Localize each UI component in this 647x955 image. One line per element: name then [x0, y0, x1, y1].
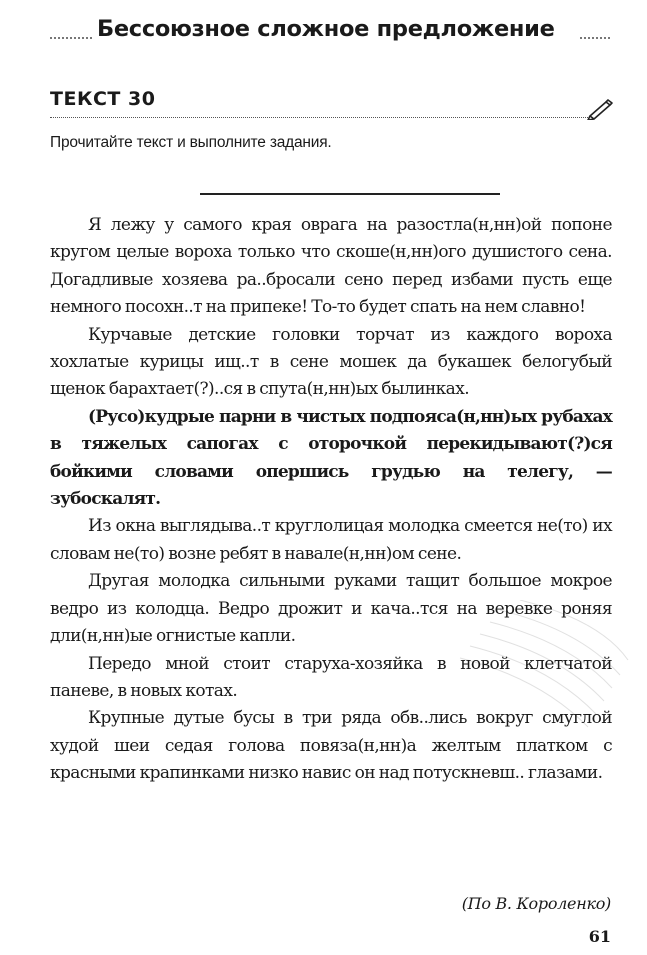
- pencil-icon: [586, 96, 614, 120]
- paragraph: Другая молодка сильными руками тащит большое мокрое ведро из колодца. Ведро дрожит и кача..тся на веревке роняя дли(н,нн)ые огнистые капли.: [50, 571, 612, 647]
- paragraph-bold: (Русо)кудрые парни в чистых подпояса(н,нн)ых рубахах в тяжелых сапогах с оторочкой перекидывают(?)ся бойкими словами опершись грудью на телегу, — зубоскалят.: [50, 406, 612, 510]
- chapter-title: Бессоюзное сложное предложение: [94, 16, 558, 42]
- chapter-header: [50, 16, 610, 46]
- page-number: 61: [588, 927, 611, 946]
- paragraph: Передо мной стоит старуха-хозяйка в новой клетчатой паневе, в новых котах.: [50, 653, 612, 701]
- text-heading: ТЕКСТ 30: [50, 88, 156, 110]
- paragraph: Крупные дутые бусы в три ряда обв..лись вокруг смуглой худой шеи седая голова повяза(н,нн)а желтым платком с красными крапинками низко навис он над потускневш.. глазами.: [50, 708, 612, 784]
- header-dotted-line-right: [580, 37, 610, 39]
- source-attribution: (По В. Короленко): [461, 894, 611, 913]
- paragraph: Из окна выглядыва..т круглолицая молодка смеется не(то) их словам не(то) возне ребят в навале(н,нн)ом сене.: [50, 516, 612, 564]
- reading-text: [50, 212, 612, 788]
- paragraph: Я лежу у самого края оврага на разостла(н,нн)ой попоне кругом целые вороха только что скоше(н,нн)ого душистого сена. Догадливые хозяева ра..бросали сено перед избами пусть еще немного посохн..т на припеке! То-то будет спать на нем славно!: [50, 215, 612, 318]
- task-instruction: Прочитайте текст и выполните задания.: [50, 134, 332, 151]
- separator-line: [200, 193, 500, 195]
- paragraph: Курчавые детские головки торчат из каждого вороха хохлатые курицы ищ..т в сене мошек да букашек белогубый щенок барахтает(?)..ся в спута(н,нн)ых былинках.: [50, 324, 612, 400]
- header-dotted-line-left: [50, 37, 92, 39]
- heading-dotted-rule: [50, 117, 588, 118]
